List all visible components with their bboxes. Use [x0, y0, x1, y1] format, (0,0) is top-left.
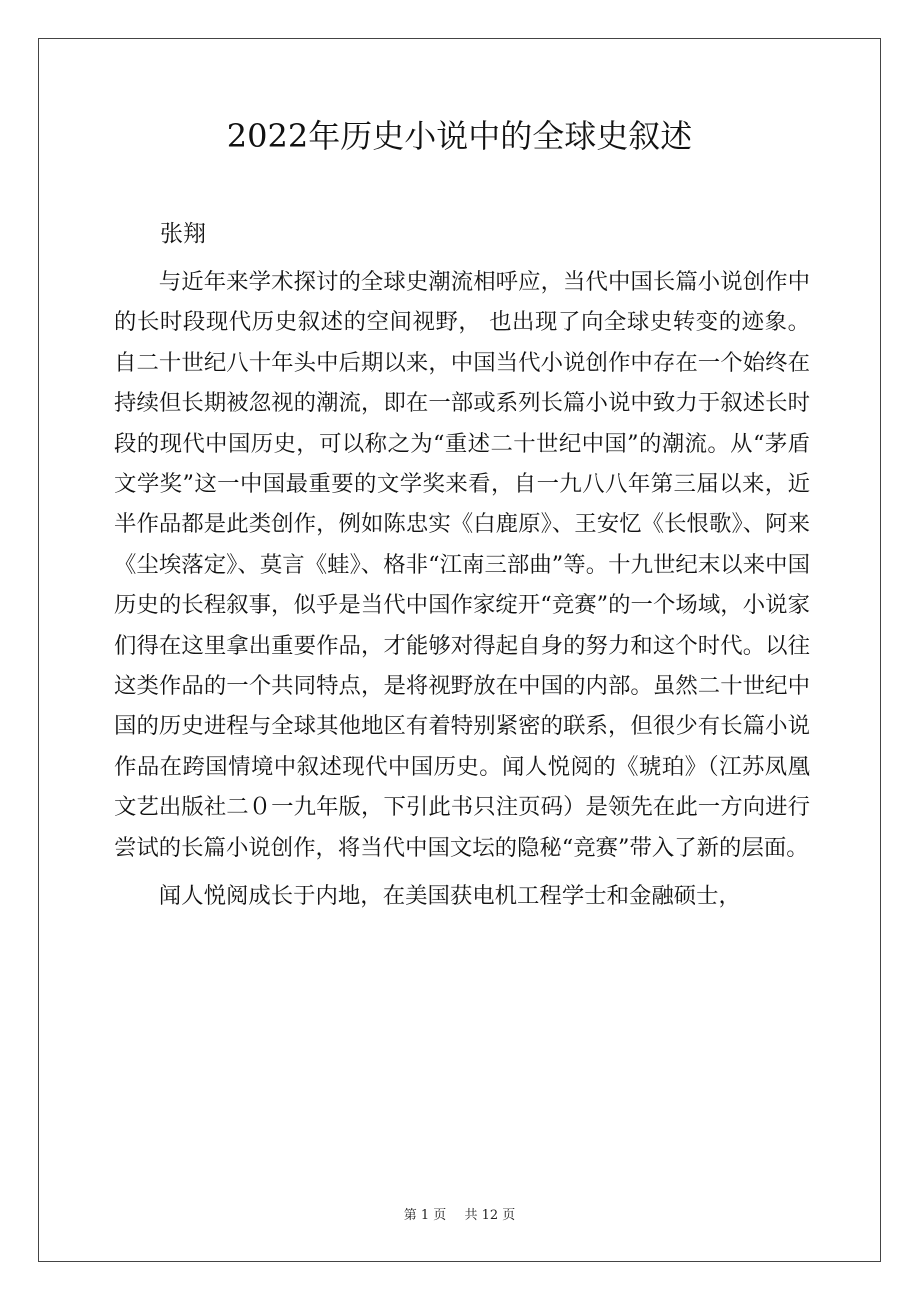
paragraph-2: 闻人悦阅成长于内地，在美国获电机工程学士和金融硕士， — [158, 883, 741, 910]
author-name: 张翔 — [160, 221, 206, 247]
page-number: 第 1 页 — [403, 1208, 447, 1223]
page-footer — [38, 1206, 881, 1226]
paragraph-1: 与近年来学术探讨的全球史潮流相呼应，当代中国长篇小说创作中的长时段现代历史叙述的空间视野， 也出现了向全球史转变的迹象。自二十世纪八十年头中后期以来，中国当代小说创作中存在一个始终在持续但长期被忽视的潮流，即在一部或系列长篇小说中致力于叙述长时段的现代中国历史，可以称之为“重述二十世纪中国”的潮流。从“茅盾文学奖”这一中国最重要的文学奖来看，自一九八八年第三届以来，近半作品都是此类创作，例如陈忠实《白鹿原》、王安忆《长恨歌》、阿来《尘埃落定》、莫言《蛙》、格非“江南三部曲”等。十九世纪末以来中国历史的长程叙事，似乎是当代中国作家绽开“竞赛”的一个场域，小说家们得在这里拿出重要作品，才能够对得起自身的努力和这个时代。以往这类作品的一个共同特点，是将视野放在中国的内部。虽然二十世纪中国的历史进程与全球其他地区有着特别紧密的联系，但很少有长篇小说作品在跨国情境中叙述现代中国历史。闻人悦阅的《琥珀》（江苏凤凰文艺出版社二０一九年版，下引此书只注页码）是领先在此一方向进行尝试的长篇小说创作，将当代中国文坛的隐秘“竞赛”带入了新的层面。 — [114, 269, 810, 861]
document-body — [114, 262, 810, 917]
document-title: 2022年历史小说中的全球史叙述 — [226, 117, 693, 155]
page-total: 共 12 页 — [464, 1208, 516, 1223]
